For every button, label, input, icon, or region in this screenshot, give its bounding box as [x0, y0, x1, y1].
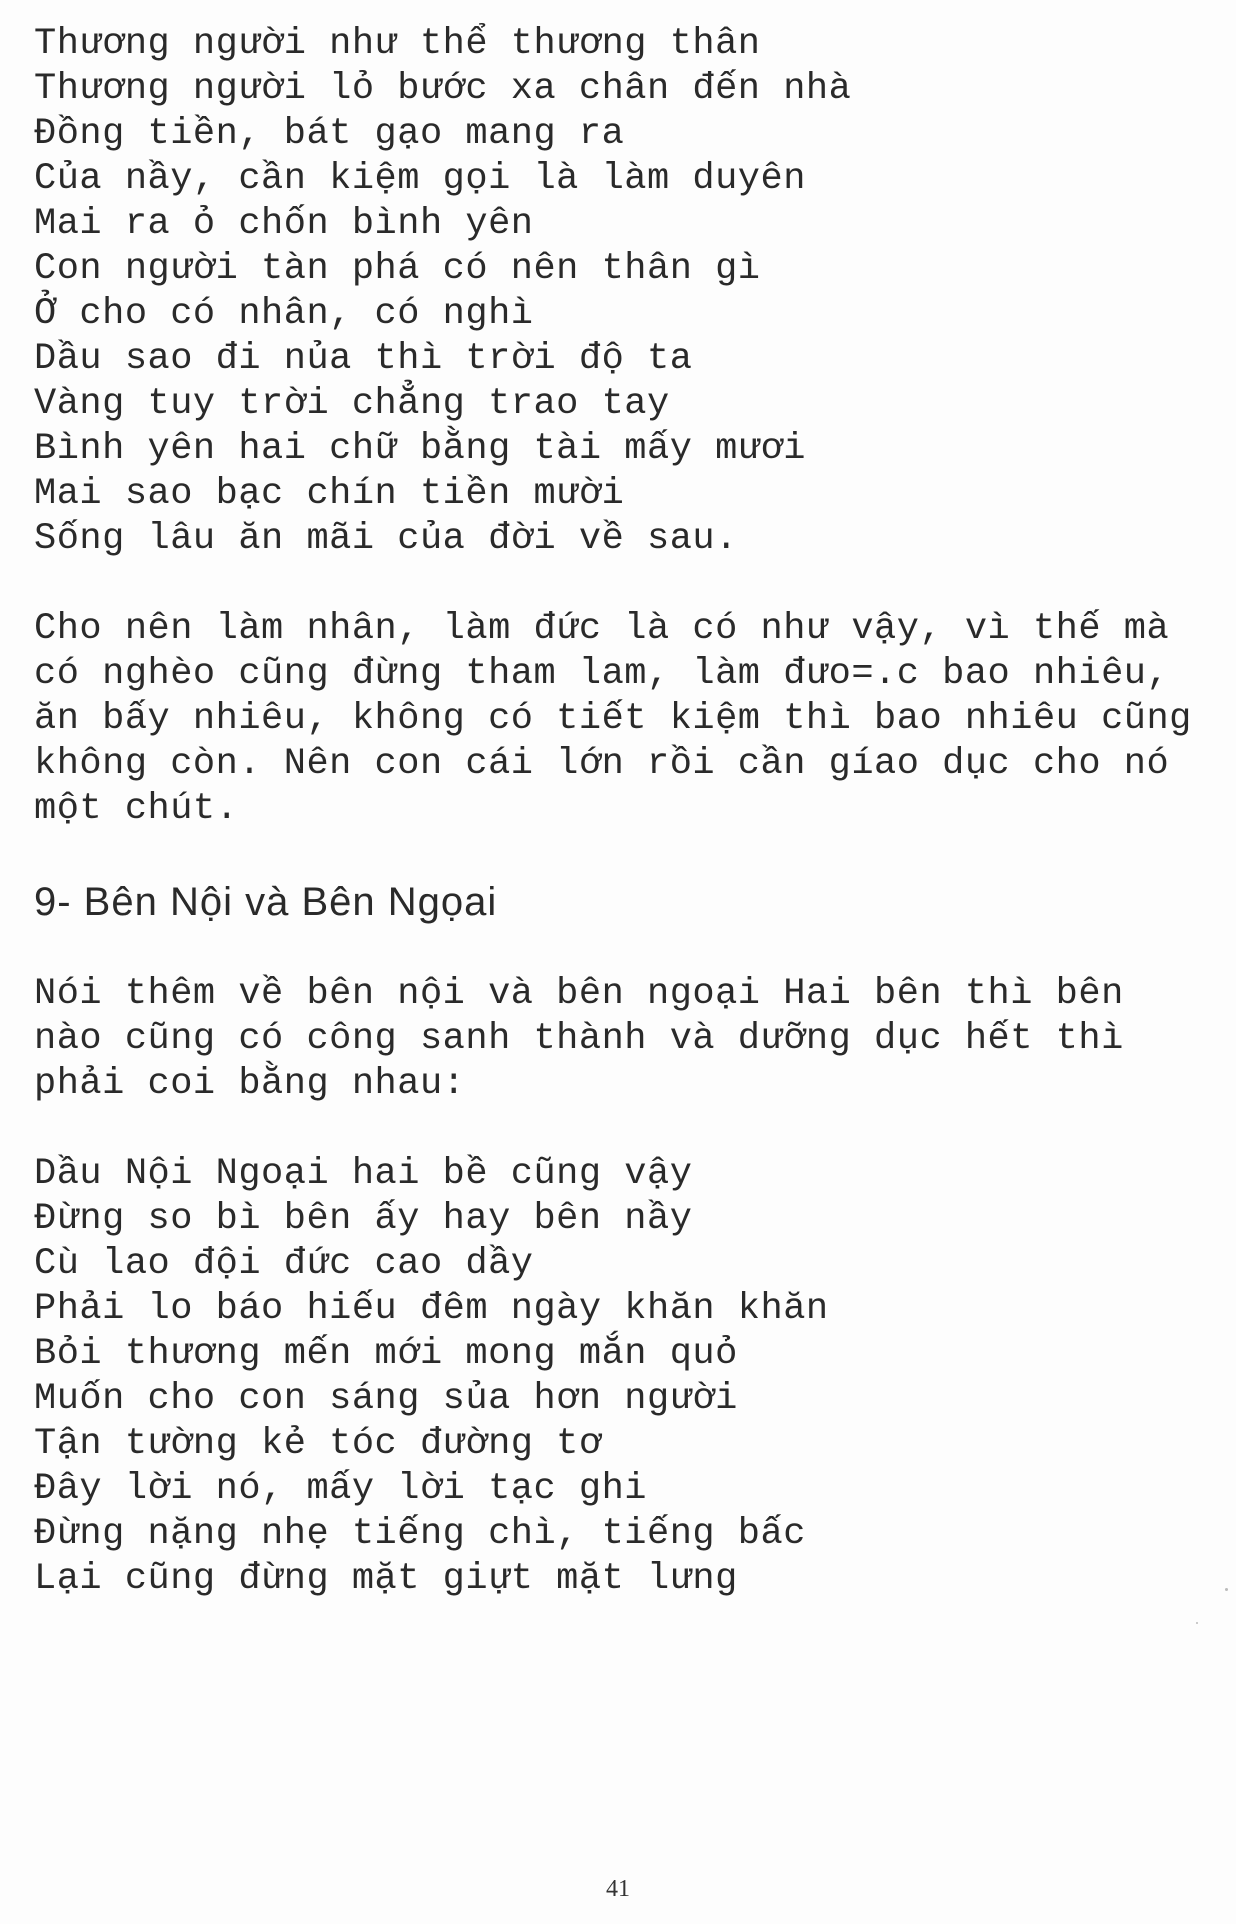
section-heading: 9- Bên Nội và Bên Ngọai — [34, 880, 498, 924]
spacer — [34, 832, 1224, 877]
poem-line: Phải lo báo hiếu đêm ngày khăn khăn — [34, 1288, 829, 1330]
prose-line: Nói thêm về bên nội và bên ngoại Hai bên thì bên — [34, 973, 1124, 1015]
scan-speck — [1225, 1588, 1228, 1591]
prose-line: ăn bấy nhiêu, không có tiết kiệm thì bao nhiêu cũng — [34, 698, 1192, 740]
spacer — [34, 927, 1224, 972]
poem-line: Vàng tuy trời chẳng trao tay — [34, 383, 670, 425]
poem-line: Đừng so bì bên ấy hay bên nầy — [34, 1198, 693, 1240]
poem-line: Lại cũng đừng mặt giựt mặt lưng — [34, 1558, 738, 1600]
prose-line: phải coi bằng nhau: — [34, 1063, 466, 1105]
spacer — [34, 562, 1224, 607]
poem-line: Con người tàn phá có nên thân gì — [34, 248, 761, 290]
scan-speck — [1196, 1622, 1198, 1624]
poem-line: Dầu sao đi nủa thì trời độ ta — [34, 338, 693, 380]
poem-line: Ở cho có nhân, có nghì — [34, 293, 534, 335]
poem-line: Tận tường kẻ tóc đường tơ — [34, 1423, 602, 1465]
poem-line: Mai ra ỏ chốn bình yên — [34, 203, 534, 245]
page-number: 41 — [606, 1876, 630, 1902]
poem-line: Sống lâu ăn mãi của đời về sau. — [34, 518, 738, 560]
poem-line: Muốn cho con sáng sủa hơn người — [34, 1378, 738, 1420]
poem-stanza-2 — [34, 1152, 1224, 1602]
spacer — [34, 1107, 1224, 1152]
prose-line: nào cũng có công sanh thành và dưỡng dục hết thì — [34, 1018, 1124, 1060]
prose-paragraph-1 — [34, 607, 1224, 832]
prose-line: một chút. — [34, 788, 239, 830]
prose-line: không còn. Nên con cái lớn rồi cần gíao dục cho nó — [34, 743, 1170, 785]
prose-line: Cho nên làm nhân, làm đức là có như vậy, vì thế mà — [34, 608, 1170, 650]
poem-line: Bỏi thương mến mới mong mắn quỏ — [34, 1333, 738, 1375]
poem-line: Cù lao đội đức cao dầy — [34, 1243, 534, 1285]
poem-line: Thương người lỏ bước xa chân đến nhà — [34, 68, 852, 110]
poem-stanza-1 — [34, 22, 1224, 562]
poem-line: Đồng tiền, bát gạo mang ra — [34, 113, 625, 155]
prose-line: có nghèo cũng đừng tham lam, làm đưo=.c bao nhiêu, — [34, 653, 1170, 695]
poem-line: Dầu Nội Ngoại hai bề cũng vậy — [34, 1153, 693, 1195]
prose-paragraph-2 — [34, 972, 1224, 1107]
poem-line: Của nầy, cần kiệm gọi là làm duyên — [34, 158, 806, 200]
page-content — [34, 22, 1224, 1602]
poem-line: Thương người như thể thương thân — [34, 23, 761, 65]
poem-line: Mai sao bạc chín tiền mười — [34, 473, 625, 515]
poem-line: Đừng nặng nhẹ tiếng chì, tiếng bấc — [34, 1513, 806, 1555]
poem-line: Bình yên hai chữ bằng tài mấy mươi — [34, 428, 806, 470]
poem-line: Đây lời nó, mấy lời tạc ghi — [34, 1468, 647, 1510]
